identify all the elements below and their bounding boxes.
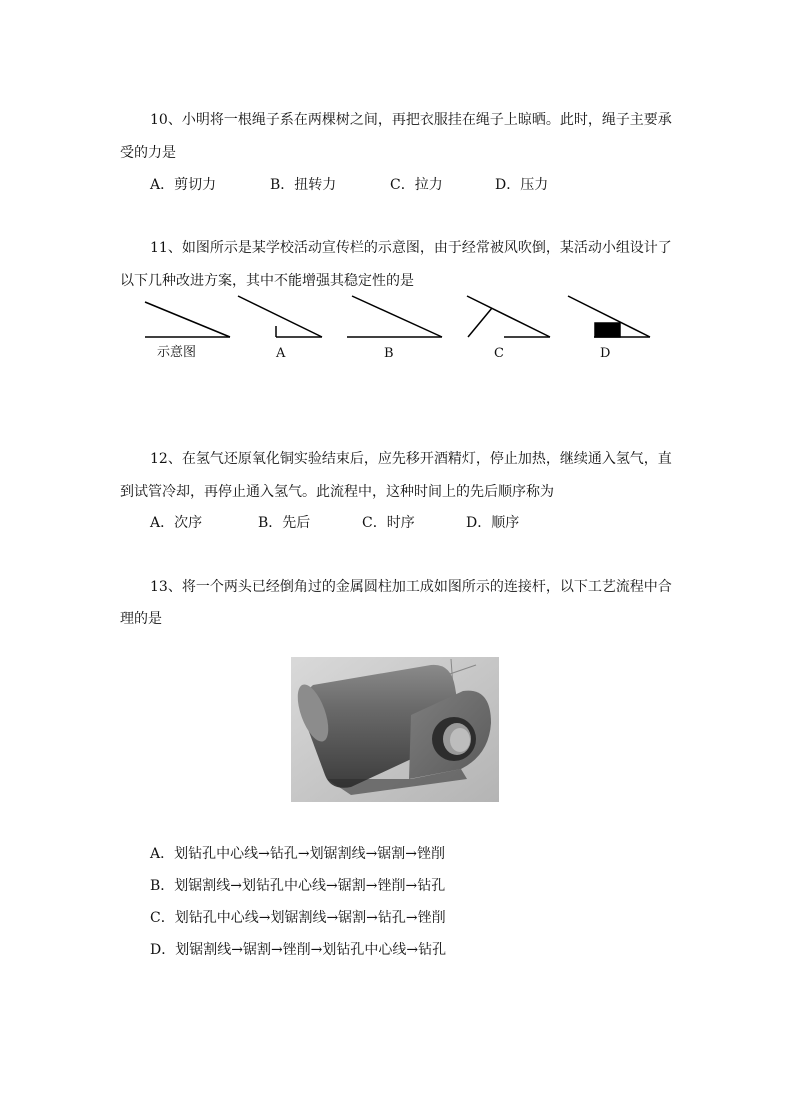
q10-option-b: B．扭转力 [270,177,337,193]
q11-text-line1: 11、如图所示是某学校活动宣传栏的示意图，由于经常被风吹倒，某活动小组设计了 [150,240,672,256]
q11-fig-c [467,296,550,337]
q11-label-schematic: 示意图 [157,345,197,360]
q12-text-line1: 12、在氢气还原氧化铜实验结束后，应先移开酒精灯，停止加热，继续通入氢气，直 [150,451,672,467]
q13-text-line1: 13、将一个两头已经倒角过的金属圆柱加工成如图所示的连接杆，以下工艺流程中合 [150,579,672,595]
q12-option-c: C．时序 [362,515,415,531]
q11-fig-a [238,296,322,337]
q11-label-d: D [600,346,611,361]
q12-option-d: D．顺序 [466,515,520,531]
q13-option-b: B．划锯割线→划钻孔中心线→锯割→锉削→钻孔 [150,878,446,894]
q13-option-d: D．划锯割线→锯割→锉削→划钻孔中心线→钻孔 [150,942,447,958]
q11-text-line2: 以下几种改进方案，其中不能增强其稳定性的是 [120,273,414,289]
q11-label-b: B [384,346,394,361]
q10-option-a: A．剪切力 [150,177,217,193]
q10-option-d: D．压力 [495,177,549,193]
q13-text-line2: 理的是 [120,611,162,627]
q12-option-b: B．先后 [258,515,311,531]
connecting-rod-photo [291,657,499,802]
q11-fig-schematic [145,302,230,337]
q12-option-a: A．次序 [150,515,203,531]
q10-text-line2: 受的力是 [120,145,176,161]
q13-option-c: C．划钻孔中心线→划锯割线→锯割→钻孔→锉削 [150,910,446,926]
q12-text-line2: 到试管冷却，再停止通入氢气。此流程中，这种时间上的先后顺序称为 [120,484,554,500]
q11-fig-d [568,296,650,337]
q11-fig-b [347,296,442,337]
q11-label-a: A [276,346,286,361]
q11-label-c: C [494,346,504,361]
q10-text-line1: 10、小明将一根绳子系在两棵树之间，再把衣服挂在绳子上晾晒。此时，绳子主要承 [150,112,672,128]
q13-option-a: A．划钻孔中心线→钻孔→划锯割线→锯割→锉削 [150,846,446,862]
q10-option-c: C．拉力 [390,177,443,193]
